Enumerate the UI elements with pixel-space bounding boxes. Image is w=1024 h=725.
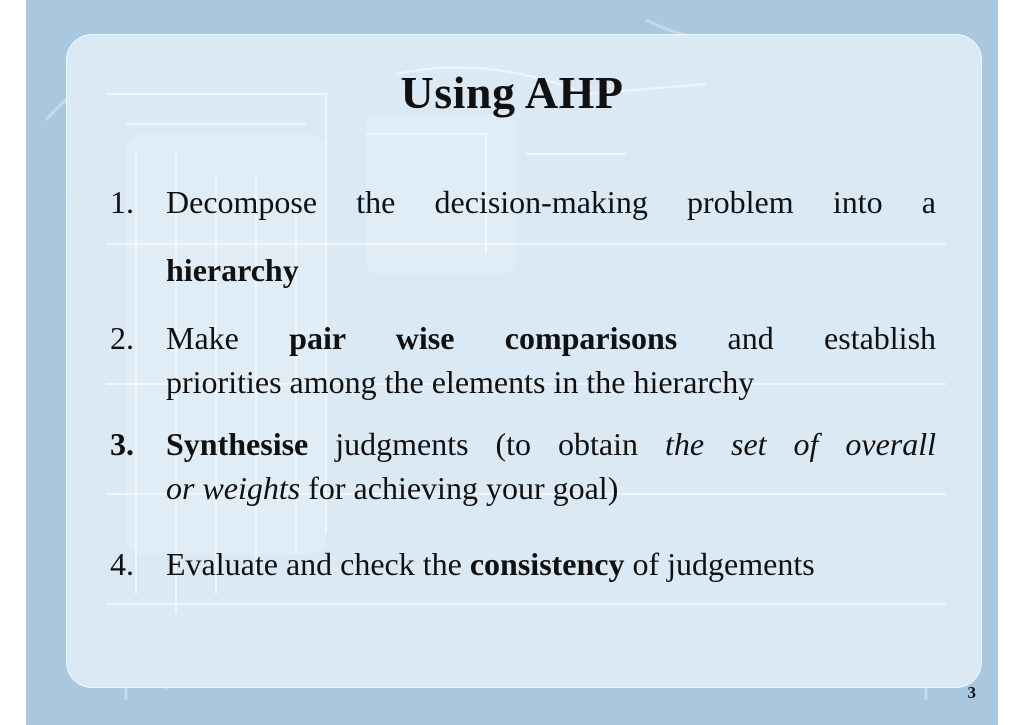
item-text — [166, 248, 936, 292]
item-text-tail: for achieving your goal) — [308, 470, 619, 506]
keyword-bold: Synthesise — [166, 426, 309, 462]
item-text — [166, 542, 936, 586]
item-line: Decompose the decision-making problem into a — [166, 184, 936, 220]
item-text — [166, 316, 936, 360]
item-text — [166, 360, 936, 404]
item-line: priorities among the elements in the hierarchy — [166, 364, 755, 400]
page-number: 3 — [967, 683, 976, 702]
item-number: 3. — [110, 426, 134, 462]
item-text-italic: or weights — [166, 470, 301, 506]
item-number: 4. — [110, 546, 134, 582]
item-text-post: and establish — [727, 320, 937, 356]
item-text-italic: the set of overall — [664, 426, 937, 462]
keyword-bold: pair wise comparisons — [289, 320, 678, 356]
item-text — [166, 466, 936, 510]
keyword-bold: consistency — [469, 546, 625, 582]
item-text-post: of judgements — [632, 546, 815, 582]
item-text-pre: Make — [166, 320, 239, 356]
item-text — [166, 180, 936, 224]
item-number: 2. — [110, 320, 134, 356]
slide — [26, 0, 998, 725]
item-number: 1. — [110, 184, 134, 220]
slide-title: Using AHP — [400, 67, 624, 118]
keyword-bold: hierarchy — [166, 252, 299, 288]
item-text-pre: Evaluate and check the — [166, 546, 462, 582]
item-text — [166, 422, 936, 466]
item-text-mid: judgments (to obtain — [335, 426, 638, 462]
